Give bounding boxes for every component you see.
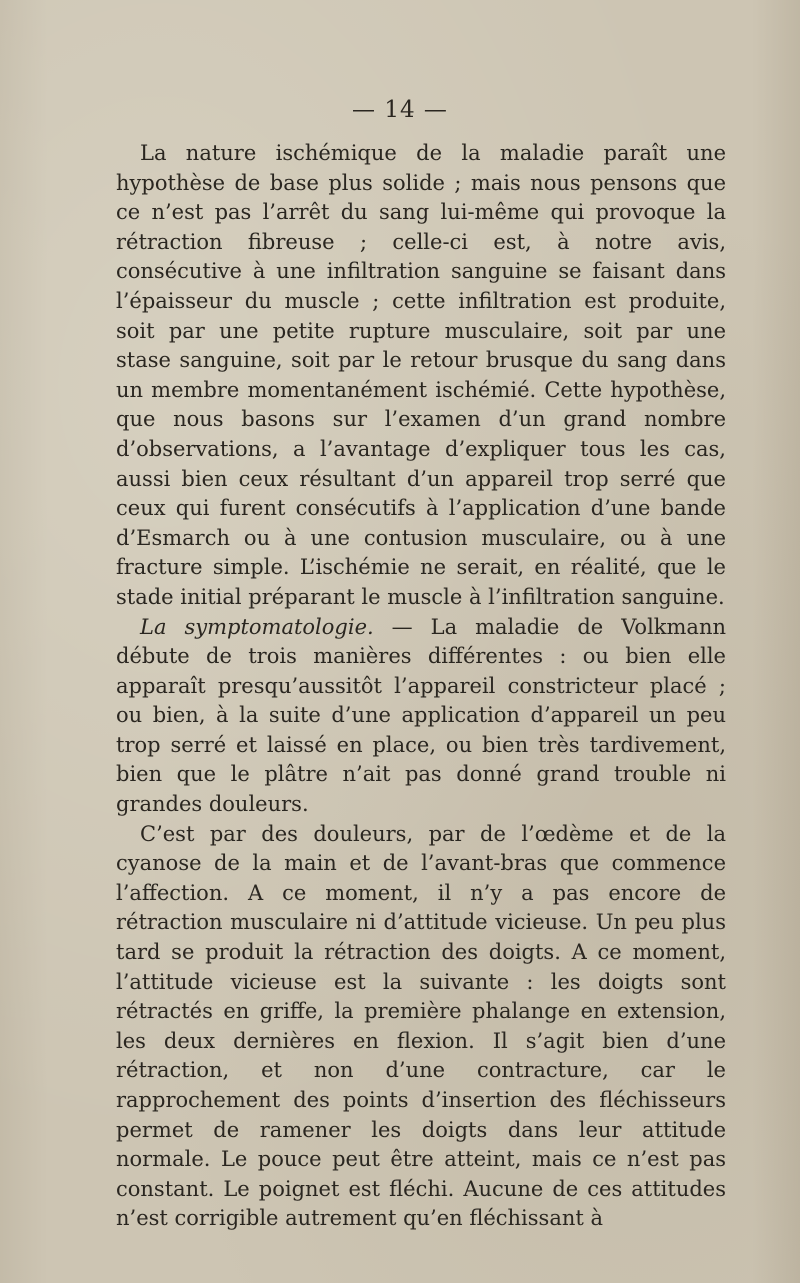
- section-title-symptomatology: La symptomatologie.: [140, 614, 374, 639]
- paragraph-symptomatology-text: — La maladie de Volkmann débute de trois manières différentes : ou bien elle apparaît presqu’aussitôt l’appareil constricteur placé ; ou bien, à la suite d’une application d’appareil un peu trop serré et laissé en place, ou bien très tardivement, bien que le plâtre n’ait pas donné grand trouble ni grandes douleurs.: [116, 614, 726, 817]
- paragraph-ischemia: La nature ischémique de la maladie paraît une hypothèse de base plus solide ; mais nous pensons que ce n’est pas l’arrêt du sang lui-même qui provoque la rétraction fibreuse ; celle-ci est, à notre avis, consécutive à une infiltration sanguine se faisant dans l’épaisseur du muscle ; cette infiltration est produite, soit par une petite rupture musculaire, soit par une stase sanguine, soit par le retour brusque du sang dans un membre momentanément ischémié. Cette hypothèse, que nous basons sur l’examen d’un grand nombre d’observations, a l’avantage d’expliquer tous les cas, aussi bien ceux résultant d’un appareil trop serré que ceux qui furent consécutifs à l’application d’une bande d’Esmarch ou à une contusion musculaire, ou à une fracture simple. L’ischémie ne serait, en réalité, que le stade initial préparant le muscle à l’infiltration sanguine.: [116, 141, 726, 609]
- paragraph-symptoms: C’est par des douleurs, par de l’œdème et de la cyanose de la main et de l’avant-bras que commence l’affection. A ce moment, il n’y a pas encore de rétraction musculaire ni d’attitude vicieuse. Un peu plus tard se produit la rétraction des doigts. A ce moment, l’attitude vicieuse est la suivante : les doigts sont rétractés en griffe, la première phalange en extension, les deux dernières en flexion. Il s’agit bien d’une rétraction, et non d’une contracture, car le rapprochement des points d’insertion des fléchisseurs permet de ramener les doigts dans leur attitude normale. Le pouce peut être atteint, mais ce n’est pas constant. Le poignet est fléchi. Aucune de ces attitudes n’est corrigible autrement qu’en fléchissant à: [116, 821, 726, 1231]
- page-number: — 14 —: [352, 97, 448, 123]
- body-text: [116, 139, 726, 1234]
- paragraph-symptomatology: [116, 613, 726, 820]
